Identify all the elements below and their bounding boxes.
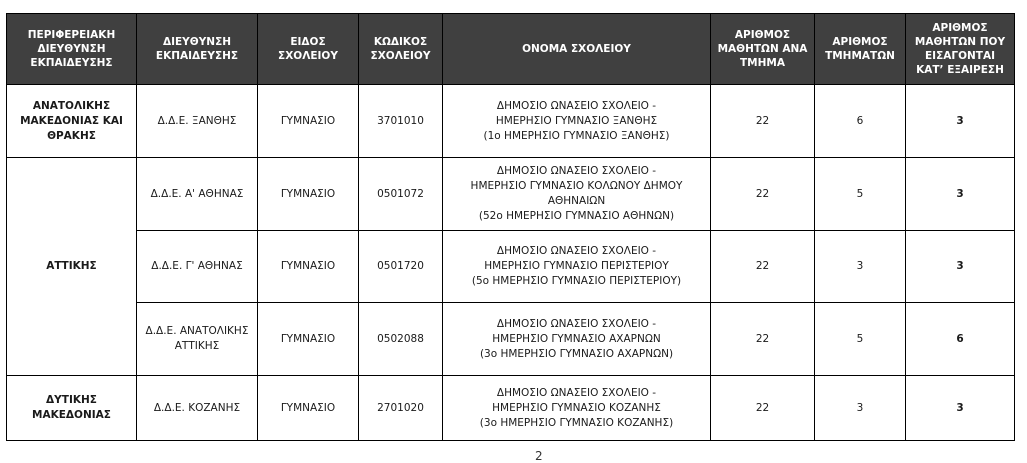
region-cell: ΑΝΑΤΟΛΙΚΗΣ ΜΑΚΕΔΟΝΙΑΣ ΚΑΙ ΘΡΑΚΗΣ	[7, 85, 137, 158]
header-school-name: ΟΝΟΜΑ ΣΧΟΛΕΙΟΥ	[443, 14, 711, 85]
classes-cell: 3	[815, 231, 906, 303]
students-per-class-cell: 22	[711, 231, 815, 303]
header-regional-directorate: ΠΕΡΙΦΕΡΕΙΑΚΗ ΔΙΕΥΘΥΝΣΗ ΕΚΠΑΙΔΕΥΣΗΣ	[7, 14, 137, 85]
header-classes: ΑΡΙΘΜΟΣ ΤΜΗΜΑΤΩΝ	[815, 14, 906, 85]
classes-cell: 5	[815, 303, 906, 376]
school-name-line: ΔΗΜΟΣΙΟ ΩΝΑΣΕΙΟ ΣΧΟΛΕΙΟ -	[496, 165, 657, 177]
school-type-cell: ΓΥΜΝΑΣΙΟ	[258, 303, 359, 376]
classes-cell: 5	[815, 158, 906, 231]
school-name-line: (52ο ΗΜΕΡΗΣΙΟ ΓΥΜΝΑΣΙΟ ΑΘΗΝΩΝ)	[478, 210, 675, 222]
school-name-cell	[443, 376, 711, 441]
directorate-cell: Δ.Δ.Ε. ΑΝΑΤΟΛΙΚΗΣ ΑΤΤΙΚΗΣ	[137, 303, 258, 376]
header-row	[7, 14, 1015, 85]
page-number: 2	[535, 449, 543, 463]
header-school-type: ΕΙΔΟΣ ΣΧΟΛΕΙΟΥ	[258, 14, 359, 85]
school-name-cell	[443, 303, 711, 376]
header-directorate: ΔΙΕΥΘΥΝΣΗ ΕΚΠΑΙΔΕΥΣΗΣ	[137, 14, 258, 85]
directorate-cell: Δ.Δ.Ε. ΞΑΝΘΗΣ	[137, 85, 258, 158]
exceptional-students-cell: 3	[906, 376, 1015, 441]
region-cell: ΔΥΤΙΚΗΣ ΜΑΚΕΔΟΝΙΑΣ	[7, 376, 137, 441]
exceptional-students-cell: 3	[906, 85, 1015, 158]
school-name-line: (3ο ΗΜΕΡΗΣΙΟ ΓΥΜΝΑΣΙΟ ΚΟΖΑΝΗΣ)	[479, 416, 674, 429]
header-exceptional-students: ΑΡΙΘΜΟΣ ΜΑΘΗΤΩΝ ΠΟΥ ΕΙΣΑΓΟΝΤΑΙ ΚΑΤ’ ΕΞΑΙΡΕΣΗ	[906, 14, 1015, 85]
schools-table	[6, 13, 1015, 441]
school-code-cell: 0502088	[359, 303, 443, 376]
students-per-class-cell: 22	[711, 85, 815, 158]
table-row	[7, 303, 1015, 376]
school-name-line: ΗΜΕΡΗΣΙΟ ΓΥΜΝΑΣΙΟ ΚΟΖΑΝΗΣ	[492, 401, 661, 414]
table-row	[7, 85, 1015, 158]
school-name-line: (5ο ΗΜΕΡΗΣΙΟ ΓΥΜΝΑΣΙΟ ΠΕΡΙΣΤΕΡΙΟΥ)	[471, 275, 682, 287]
school-name-line: ΗΜΕΡΗΣΙΟ ΓΥΜΝΑΣΙΟ ΞΑΝΘΗΣ	[495, 114, 658, 127]
school-name-line: ΔΗΜΟΣΙΟ ΩΝΑΣΕΙΟ ΣΧΟΛΕΙΟ -	[496, 386, 657, 399]
school-code-cell: 0501720	[359, 231, 443, 303]
students-per-class-cell: 22	[711, 376, 815, 441]
directorate-cell: Δ.Δ.Ε. Α' ΑΘΗΝΑΣ	[137, 158, 258, 231]
school-name-line: ΗΜΕΡΗΣΙΟ ΓΥΜΝΑΣΙΟ ΚΟΛΩΝΟΥ ΔΗΜΟΥ ΑΘΗΝΑΙΩΝ	[470, 180, 683, 207]
school-type-cell: ΓΥΜΝΑΣΙΟ	[258, 85, 359, 158]
school-type-cell: ΓΥΜΝΑΣΙΟ	[258, 231, 359, 303]
school-name-cell	[443, 85, 711, 158]
school-name-cell	[443, 158, 711, 231]
students-per-class-cell: 22	[711, 303, 815, 376]
school-type-cell: ΓΥΜΝΑΣΙΟ	[258, 158, 359, 231]
school-name-line: ΗΜΕΡΗΣΙΟ ΓΥΜΝΑΣΙΟ ΑΧΑΡΝΩΝ	[492, 332, 661, 345]
students-per-class-cell: 22	[711, 158, 815, 231]
school-name-line: (3ο ΗΜΕΡΗΣΙΟ ΓΥΜΝΑΣΙΟ ΑΧΑΡΝΩΝ)	[479, 347, 674, 360]
school-name-line: ΗΜΕΡΗΣΙΟ ΓΥΜΝΑΣΙΟ ΠΕΡΙΣΤΕΡΙΟΥ	[484, 260, 669, 272]
directorate-cell: Δ.Δ.Ε. Γ' ΑΘΗΝΑΣ	[137, 231, 258, 303]
school-code-cell: 3701010	[359, 85, 443, 158]
school-code-cell: 2701020	[359, 376, 443, 441]
header-school-code: ΚΩΔΙΚΟΣ ΣΧΟΛΕΙΟΥ	[359, 14, 443, 85]
classes-cell: 6	[815, 85, 906, 158]
school-name-cell	[443, 231, 711, 303]
table-row	[7, 231, 1015, 303]
classes-cell: 3	[815, 376, 906, 441]
school-name-line: ΔΗΜΟΣΙΟ ΩΝΑΣΕΙΟ ΣΧΟΛΕΙΟ -	[496, 245, 657, 257]
exceptional-students-cell: 3	[906, 231, 1015, 303]
region-cell: ΑΤΤΙΚΗΣ	[7, 158, 137, 376]
school-name-line: ΔΗΜΟΣΙΟ ΩΝΑΣΕΙΟ ΣΧΟΛΕΙΟ -	[496, 99, 657, 112]
header-students-per-class: ΑΡΙΘΜΟΣ ΜΑΘΗΤΩΝ ΑΝΑ ΤΜΗΜΑ	[711, 14, 815, 85]
school-code-cell: 0501072	[359, 158, 443, 231]
directorate-cell: Δ.Δ.Ε. ΚΟΖΑΝΗΣ	[137, 376, 258, 441]
table-row	[7, 158, 1015, 231]
exceptional-students-cell: 3	[906, 158, 1015, 231]
exceptional-students-cell: 6	[906, 303, 1015, 376]
table-row	[7, 376, 1015, 441]
school-type-cell: ΓΥΜΝΑΣΙΟ	[258, 376, 359, 441]
school-name-line: (1ο ΗΜΕΡΗΣΙΟ ΓΥΜΝΑΣΙΟ ΞΑΝΘΗΣ)	[483, 129, 670, 142]
school-name-line: ΔΗΜΟΣΙΟ ΩΝΑΣΕΙΟ ΣΧΟΛΕΙΟ -	[496, 317, 657, 330]
